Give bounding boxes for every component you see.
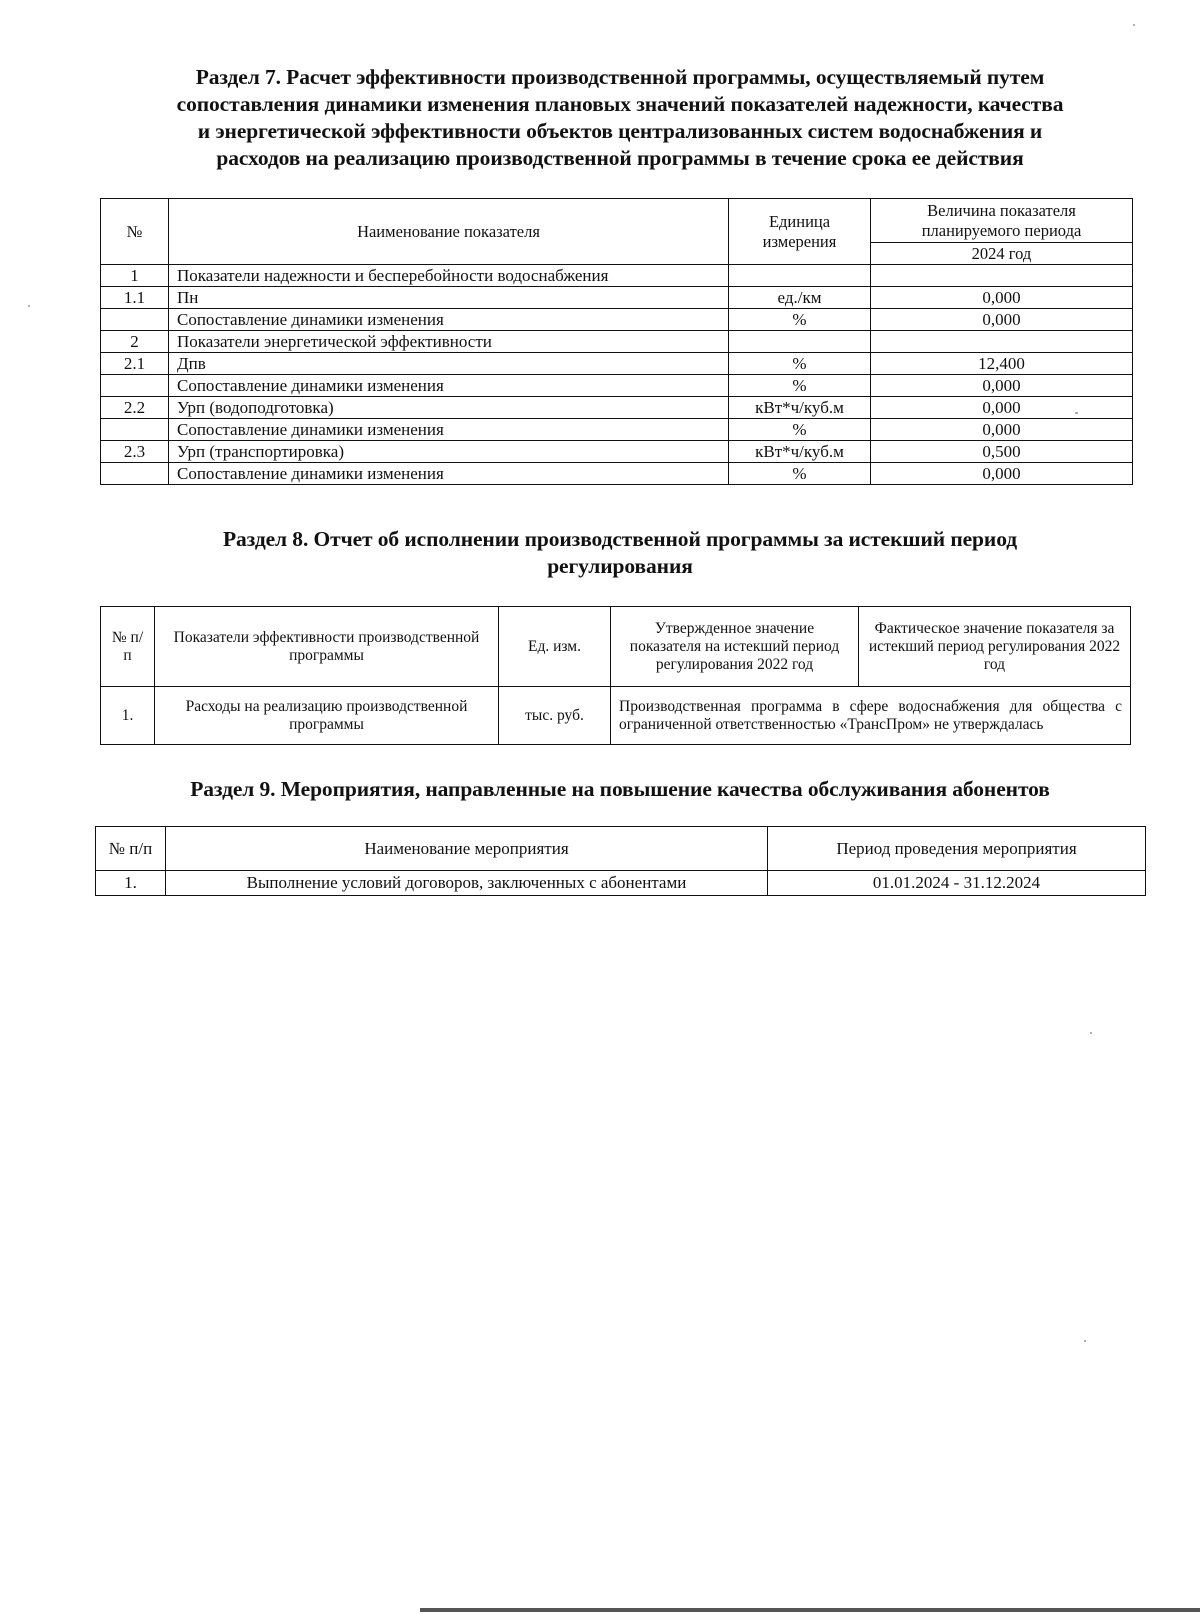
scan-speck [28,305,30,307]
cell-name: Выполнение условий договоров, заключенных с абонентами [166,871,768,896]
table-row [101,397,1133,419]
header-event-period: Период проведения мероприятия [768,827,1146,871]
table-row [101,375,1133,397]
table-row [101,309,1133,331]
cell-value [871,265,1133,287]
cell-value [871,331,1133,353]
section-9-table [95,826,1146,896]
cell-num [101,419,169,441]
cell-name: Урп (водоподготовка) [169,397,729,419]
table-row [101,463,1133,485]
cell-unit: кВт*ч/куб.м [729,397,871,419]
cell-name: Пн [169,287,729,309]
cell-unit: % [729,309,871,331]
cell-value: 0,000 [871,287,1133,309]
section-7-title [100,64,1140,172]
header-unit: Единица измерения [729,199,871,265]
cell-unit: ед./км [729,287,871,309]
header-year: 2024 год [871,243,1133,265]
cell-num: 1. [101,687,155,745]
cell-unit: тыс. руб. [499,687,611,745]
cell-name: Показатели надежности и бесперебойности водоснабжения [169,265,729,287]
cell-name: Сопоставление динамики изменения [169,375,729,397]
cell-num: 2.2 [101,397,169,419]
section-8-title [100,526,1140,580]
header-approved-value: Утвержденное значение показателя на истекший период регулирования 2022 год [611,607,859,687]
header-num: № п/п [101,607,155,687]
cell-unit: % [729,353,871,375]
section-8-title-line: регулирования [547,554,693,578]
section-7-table [100,198,1133,485]
cell-name: Сопоставление динамики изменения [169,419,729,441]
cell-value: 0,000 [871,463,1133,485]
cell-num: 2.3 [101,441,169,463]
table-row [101,331,1133,353]
scan-speck [1133,24,1135,26]
cell-num: 1.1 [101,287,169,309]
cell-num: 1 [101,265,169,287]
scan-speck [1084,1340,1086,1342]
header-event-name: Наименование мероприятия [166,827,768,871]
section-8-table [100,606,1131,745]
cell-num: 2.1 [101,353,169,375]
cell-name: Дпв [169,353,729,375]
header-unit: Ед. изм. [499,607,611,687]
header-planned-value: Величина показателя планируемого периода [871,199,1133,243]
scan-speck [1090,1032,1092,1034]
header-indicator-name: Показатели эффективности производственной программы [155,607,499,687]
cell-unit: % [729,463,871,485]
cell-name: Сопоставление динамики изменения [169,463,729,485]
cell-value: 0,000 [871,375,1133,397]
header-num: № [101,199,169,265]
table-row [101,287,1133,309]
table-row [96,871,1146,896]
section-9-title [90,776,1150,803]
cell-name: Показатели энергетической эффективности [169,331,729,353]
cell-num [101,375,169,397]
cell-unit: % [729,375,871,397]
section-7-title-line: расходов на реализацию производственной программы в течение срока ее действия [216,146,1024,170]
cell-num [101,463,169,485]
section-7-title-line: и энергетической эффективности объектов централизованных систем водоснабжения и [197,119,1043,143]
header-num: № п/п [96,827,166,871]
cell-note: Производственная программа в сфере водоснабжения для общества с ограниченной ответственностью «ТрансПром» не утверждалась [611,687,1131,745]
cell-num [101,309,169,331]
header-actual-value: Фактическое значение показателя за истекший период регулирования 2022 год [859,607,1131,687]
cell-value: 0,000 [871,397,1133,419]
cell-num: 1. [96,871,166,896]
cell-value: 0,000 [871,309,1133,331]
table-row [101,265,1133,287]
section-7-title-line: сопоставления динамики изменения плановых значений показателей надежности, качества [176,92,1064,116]
section-8-title-line: Раздел 8. Отчет об исполнении производственной программы за истекший период [223,527,1017,551]
cell-name: Сопоставление динамики изменения [169,309,729,331]
table-row [101,687,1131,745]
cell-period: 01.01.2024 - 31.12.2024 [768,871,1146,896]
cell-unit [729,331,871,353]
scan-speck [1075,412,1078,414]
table-row [101,441,1133,463]
cell-unit: % [729,419,871,441]
cell-value: 0,000 [871,419,1133,441]
section-7-title-line: Раздел 7. Расчет эффективности производственной программы, осуществляемый путем [195,65,1045,89]
cell-value: 12,400 [871,353,1133,375]
cell-unit: кВт*ч/куб.м [729,441,871,463]
cell-unit [729,265,871,287]
scan-edge-line [420,1608,1200,1612]
table-row [101,353,1133,375]
cell-name: Урп (транспортировка) [169,441,729,463]
table-row [101,419,1133,441]
cell-value: 0,500 [871,441,1133,463]
header-indicator-name: Наименование показателя [169,199,729,265]
cell-num: 2 [101,331,169,353]
section-9-title-line: Раздел 9. Мероприятия, направленные на повышение качества обслуживания абонентов [190,777,1050,801]
cell-name: Расходы на реализацию производственной программы [155,687,499,745]
